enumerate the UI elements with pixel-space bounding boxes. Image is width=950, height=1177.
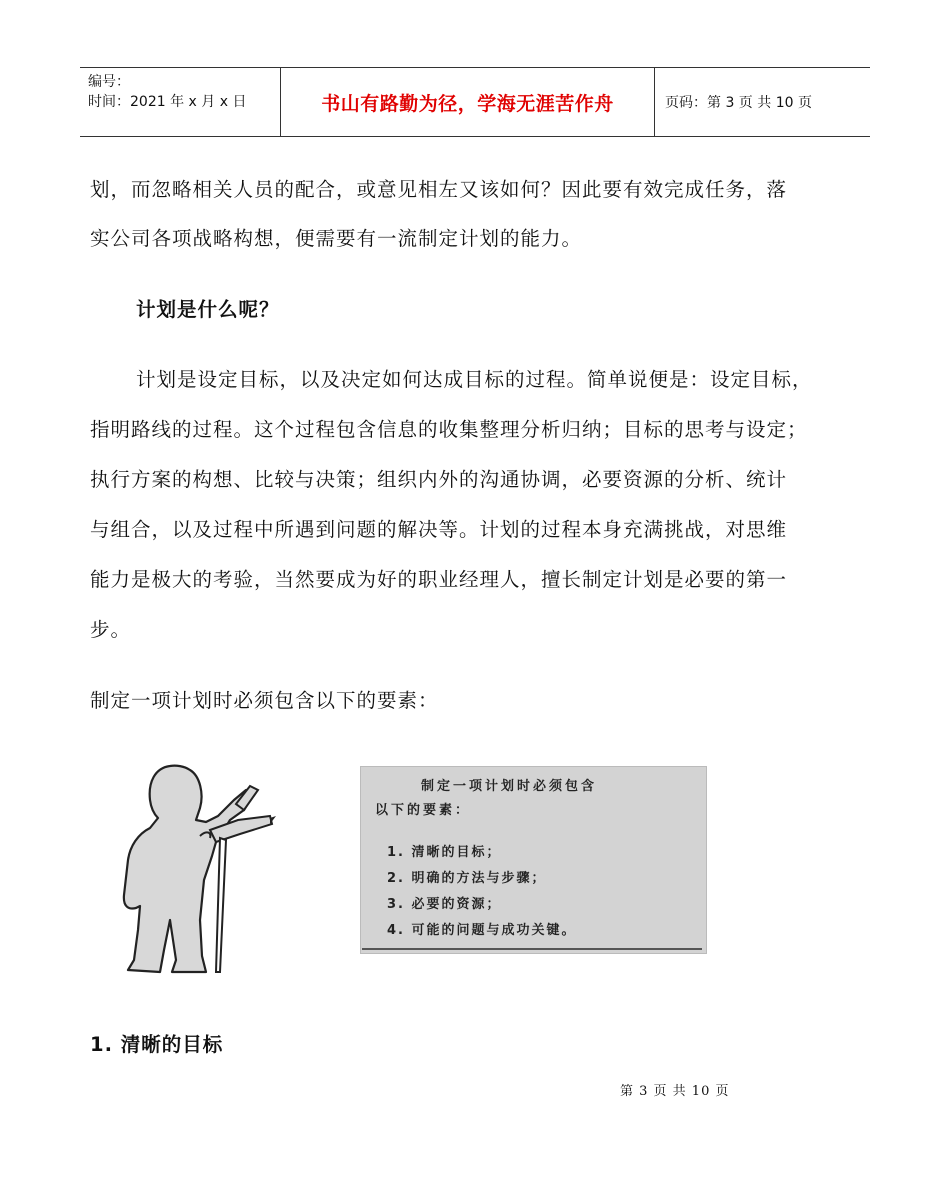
panel-list-item: 2. 明确的方法与步骤； <box>387 871 547 886</box>
panel-title-line2: 以下的要素： <box>375 803 472 818</box>
header-meta <box>80 68 281 136</box>
paragraph-line: 指明路线的过程。这个过程包含信息的收集整理分析归纳；目标的思考与设定； <box>90 418 808 441</box>
panel-list-item: 4. 可能的问题与成功关键。 <box>387 923 577 938</box>
paragraph-line: 计划是设定目标，以及决定如何达成目标的过程。简单说便是：设定目标， <box>136 368 813 391</box>
date-label: 时间：2021 年 x 月 x 日 <box>88 94 247 110</box>
panel-title-line1: 制定一项计划时必须包含 <box>421 779 598 794</box>
paragraph-line: 与组合，以及过程中所遇到问题的解决等。计划的过程本身充满挑战，对思维 <box>90 518 788 541</box>
document-header <box>80 67 870 137</box>
paragraph-line: 制定一项计划时必须包含以下的要素： <box>90 689 439 712</box>
requirements-panel <box>360 766 707 954</box>
panel-list-item: 3. 必要的资源； <box>387 897 502 912</box>
section-heading: 1. 清晰的目标 <box>90 1033 224 1056</box>
header-motto: 书山有路勤为径，学海无涯苦作舟 <box>281 68 655 136</box>
presenter-silhouette-image <box>120 760 360 980</box>
panel-underline <box>362 948 702 950</box>
paragraph-line: 能力是极大的考验，当然要成为好的职业经理人，擅长制定计划是必要的第一 <box>90 568 788 591</box>
panel-list-item: 1. 清晰的目标； <box>387 845 502 860</box>
paragraph-line: 划，而忽略相关人员的配合，或意见相左又该如何？因此要有效完成任务，落 <box>90 178 788 201</box>
number-label: 编号： <box>88 74 130 90</box>
header-page-info: 页码：第 3 页 共 10 页 <box>665 95 812 111</box>
page-footer: 第 3 页 共 10 页 <box>620 1084 730 1099</box>
paragraph-line: 步。 <box>90 618 132 641</box>
planning-elements-figure <box>120 760 710 980</box>
section-heading: 计划是什么呢？ <box>136 298 280 321</box>
paragraph-line: 执行方案的构想、比较与决策；组织内外的沟通协调，必要资源的分析、统计 <box>90 468 788 491</box>
paragraph-line: 实公司各项战略构想，便需要有一流制定计划的能力。 <box>90 227 583 250</box>
